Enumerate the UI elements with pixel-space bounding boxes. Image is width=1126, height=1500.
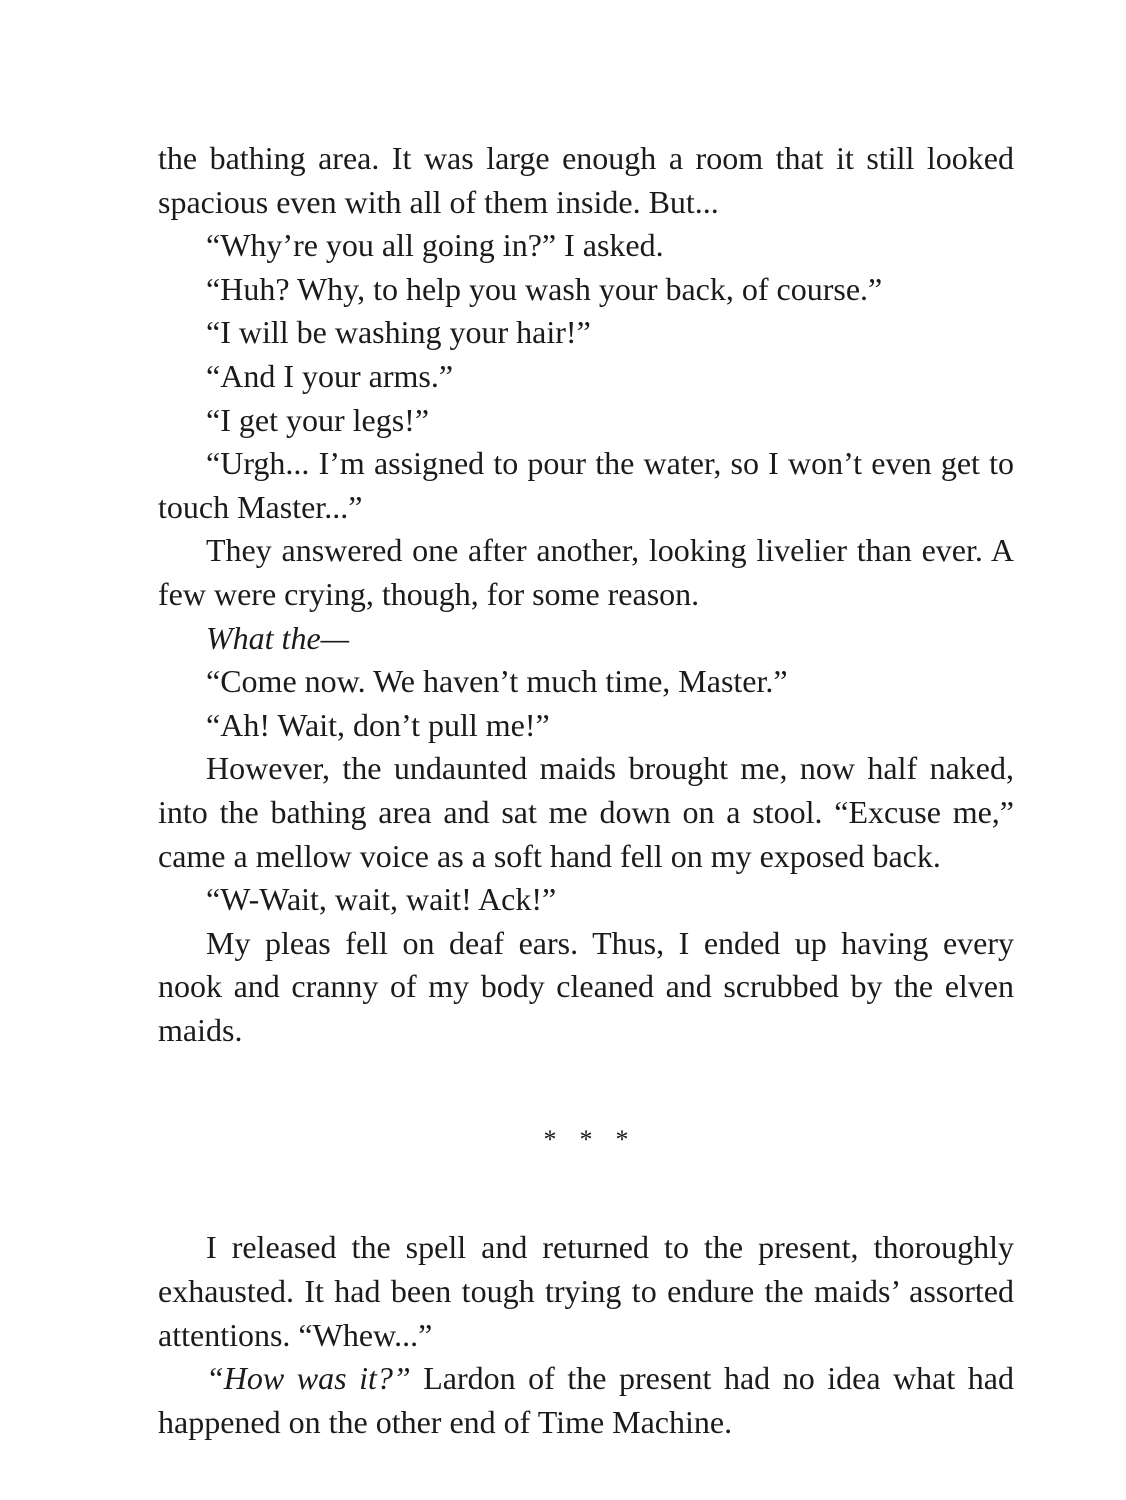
paragraph: “Come now. We haven’t much time, Master.” bbox=[206, 663, 788, 700]
paragraph bbox=[158, 1357, 1014, 1444]
paragraph: “And I your arms.” bbox=[206, 357, 454, 394]
paragraph: However, the undaunted maids brought me, now half naked, into the bathing area and sat me down on a stool. “Excuse me,” came a mellow voice as a soft hand fell on my exposed back. bbox=[158, 750, 1014, 874]
paragraph: “Huh? Why, to help you wash your back, of course.” bbox=[206, 270, 883, 307]
paragraph: the bathing area. It was large enough a room that it still looked spacious even with all of them inside. But... bbox=[158, 140, 1014, 220]
paragraph: “Urgh... I’m assigned to pour the water, so I won’t even get to touch Master...” bbox=[158, 445, 1014, 525]
paragraph: They answered one after another, looking livelier than ever. A few were crying, though, for some reason. bbox=[158, 532, 1014, 612]
paragraph: My pleas fell on deaf ears. Thus, I ended up having every nook and cranny of my body cleaned and scrubbed by the elven maids. bbox=[158, 924, 1014, 1048]
paragraph-text: Lardon of the present had no idea what had happened on the other end of Time Machine. bbox=[158, 1360, 1015, 1440]
scene-break bbox=[158, 1052, 1014, 1226]
paragraph: “Ah! Wait, don’t pull me!” bbox=[206, 706, 550, 743]
paragraph: I released the spell and returned to the present, thoroughly exhausted. It had been tough trying to endure the maids’ assorted attentions. “Whew...” bbox=[158, 1229, 1014, 1353]
paragraph: “Why’re you all going in?” I asked. bbox=[206, 227, 664, 264]
scene-break-asterisk: * bbox=[579, 1124, 593, 1154]
paragraph: “W-Wait, wait, wait! Ack!” bbox=[206, 881, 557, 918]
paragraph-italic-lead: “How was it?” bbox=[206, 1360, 411, 1397]
paragraph-italic: What the— bbox=[206, 619, 350, 656]
page-body bbox=[158, 137, 1014, 1444]
scene-break-asterisk: * bbox=[543, 1124, 557, 1154]
paragraph: “I will be washing your hair!” bbox=[206, 314, 591, 351]
paragraph: “I get your legs!” bbox=[206, 401, 430, 438]
scene-break-asterisk: * bbox=[615, 1124, 629, 1154]
text-block-bottom bbox=[158, 1226, 1014, 1444]
text-block-top bbox=[158, 137, 1014, 1052]
